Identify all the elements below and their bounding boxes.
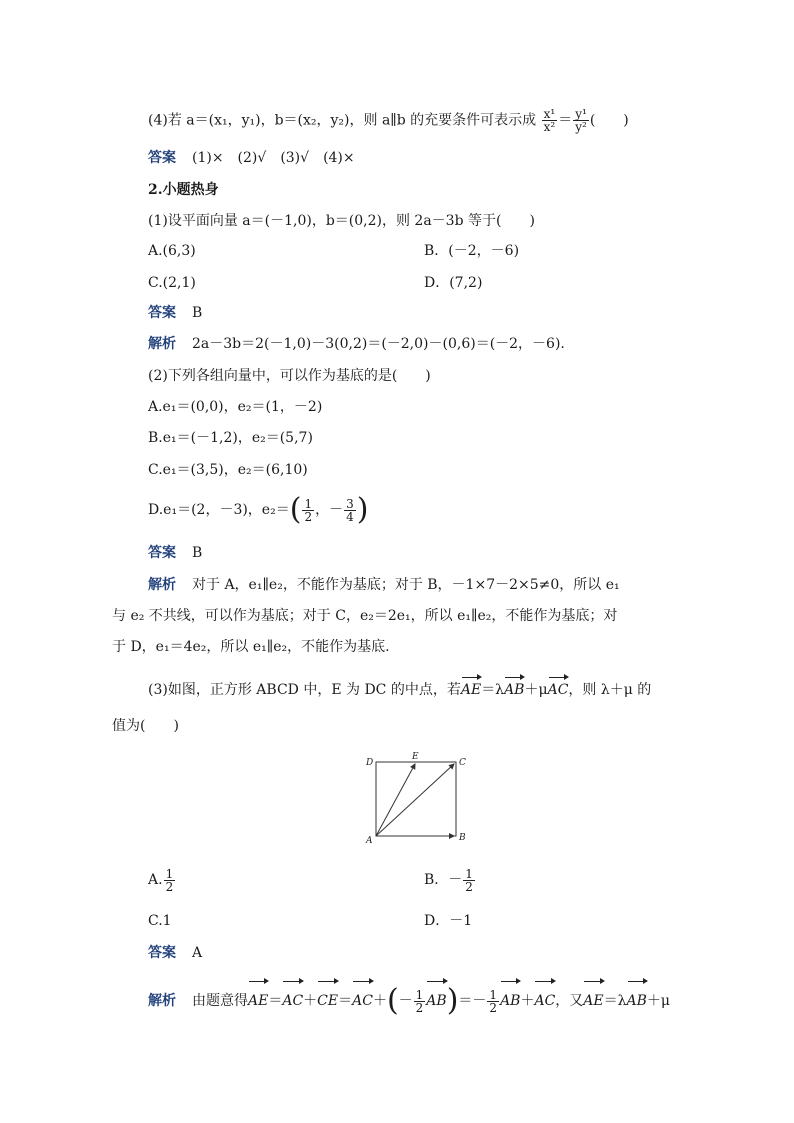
p2-option-c: C.e₁＝(3,5)，e₂＝(6,10) [148,462,308,478]
fraction: $\frac{1}{2}$ [304,496,313,524]
fraction: $\frac{1}{2}$ [165,866,174,894]
label-a: A [366,836,373,846]
label-e: E [412,752,419,762]
p1-option-d: D．(7,2) [424,275,483,291]
p1-analysis [148,334,565,354]
p2-option-d: D.e₁＝(2，－3)，e₂＝( $\frac{1}{2}$ ，－ $\frac{3}{4}$ ) [148,492,369,527]
fraction: $\frac{3}{4}$ [346,496,354,524]
p2-option-a: A.e₁＝(0,0)，e₂＝(1，－2) [148,399,323,415]
analysis-label: 解析 [148,993,176,1009]
q4-prefix: (4)若 [148,112,187,129]
fraction: $\frac{1}{2}$ [415,987,424,1015]
q4-vectors: a＝(x₁，y₁)，b＝(x₂，y₂) [186,112,350,129]
vector-ac: AC [548,676,569,700]
vector-ac-arrow [376,764,454,836]
p3-answer [148,943,202,963]
square-figure [360,752,480,848]
label-d: D [366,758,374,768]
q4-statement: (4)若 a＝(x₁，y₁)，b＝(x₂，y₂)，则 a∥b 的充要条件可表示成 $\frac{\text{x¹}}{\text{x²}}$ ＝ $\frac{\text{y¹}}{\text{y²}}$ ( ) [148,107,629,134]
q4-fraction-x: $\frac{\text{x¹}}{\text{x²}}$ [543,107,556,134]
p1-option-b: B．(－2，－6) [424,243,520,259]
fraction: $\frac{1}{2}$ [465,866,473,894]
vector-ab: AB [504,676,524,700]
p3-analysis: 解析 由题意得AE＝AC＋CE＝AC＋(－ $\frac{1}{2}$ AB)＝－ $\frac{1}{2}$ AB＋AC，又AE＝λAB＋μ [148,980,670,1018]
p3-option-d: D．－1 [424,913,473,929]
vector-ae-arrow [376,764,415,836]
label-c: C [459,758,466,768]
p1-answer [148,303,202,323]
p3-stem: (3)如图，正方形 ABCD 中，E 为 DC 的中点，若AE＝λAB＋μAC，则 λ＋μ 的 [148,676,651,700]
p2-answer [148,543,202,563]
p2-option-b: B.e₁＝(－1,2)，e₂＝(5,7) [148,430,313,446]
analysis-label: 解析 [148,336,176,352]
p3-option-a: A. $\frac{1}{2}$ [148,866,174,894]
fraction: $\frac{1}{2}$ [489,987,498,1015]
answer-label: 答案 [148,305,176,321]
analysis-text: 2a－3b＝2(－1,0)－3(0,2)＝(－2,0)－(0,6)＝(－2，－6). [192,336,565,352]
q4-paren: ( ) [589,112,629,129]
section-heading: 2.小题热身 [148,182,219,198]
p3-option-c: C.1 [148,913,172,929]
answer-text: (1)× (2)√ (3)√ (4)× [192,150,355,166]
p1-option-c: C.(2,1) [148,275,196,291]
p3-option-b: B．－ $\frac{1}{2}$ [424,866,473,894]
p1-option-a: A.(6,3) [148,243,196,259]
vector-ae: AE [461,676,481,700]
q4-fraction-y: $\frac{\text{y¹}}{\text{y²}}$ [575,107,587,134]
label-b: B [459,833,466,843]
p1-stem: (1)设平面向量 a＝(－1,0)，b＝(0,2)，则 2a－3b 等于( ) [148,213,535,229]
p2-analysis-2: 与 e₂ 不共线，可以作为基底；对于 C，e₂＝2e₁，所以 e₁∥e₂，不能作为基底；对 [112,608,618,624]
answer-value: B [192,305,203,321]
answer-label: 答案 [148,545,176,561]
p2-analysis-3: 于 D，e₁＝4e₂，所以 e₁∥e₂，不能作为基底. [112,639,390,655]
answer-label: 答案 [148,150,176,166]
answer-value: A [192,945,203,961]
p2-stem: (2)下列各组向量中，可以作为基底的是( ) [148,368,431,384]
analysis-label: 解析 [148,577,176,593]
answer-label: 答案 [148,945,176,961]
p2-analysis-1: 解析 对于 A，e₁∥e₂，不能作为基底；对于 B，－1×7－2×5≠0，所以 e₁ [148,577,620,593]
p3-stem-2: 值为( ) [112,718,179,734]
answer-value: B [192,545,203,561]
q4-mid: ，则 a∥b 的充要条件可表示成 [349,112,537,129]
answer-row-1 [148,148,355,168]
